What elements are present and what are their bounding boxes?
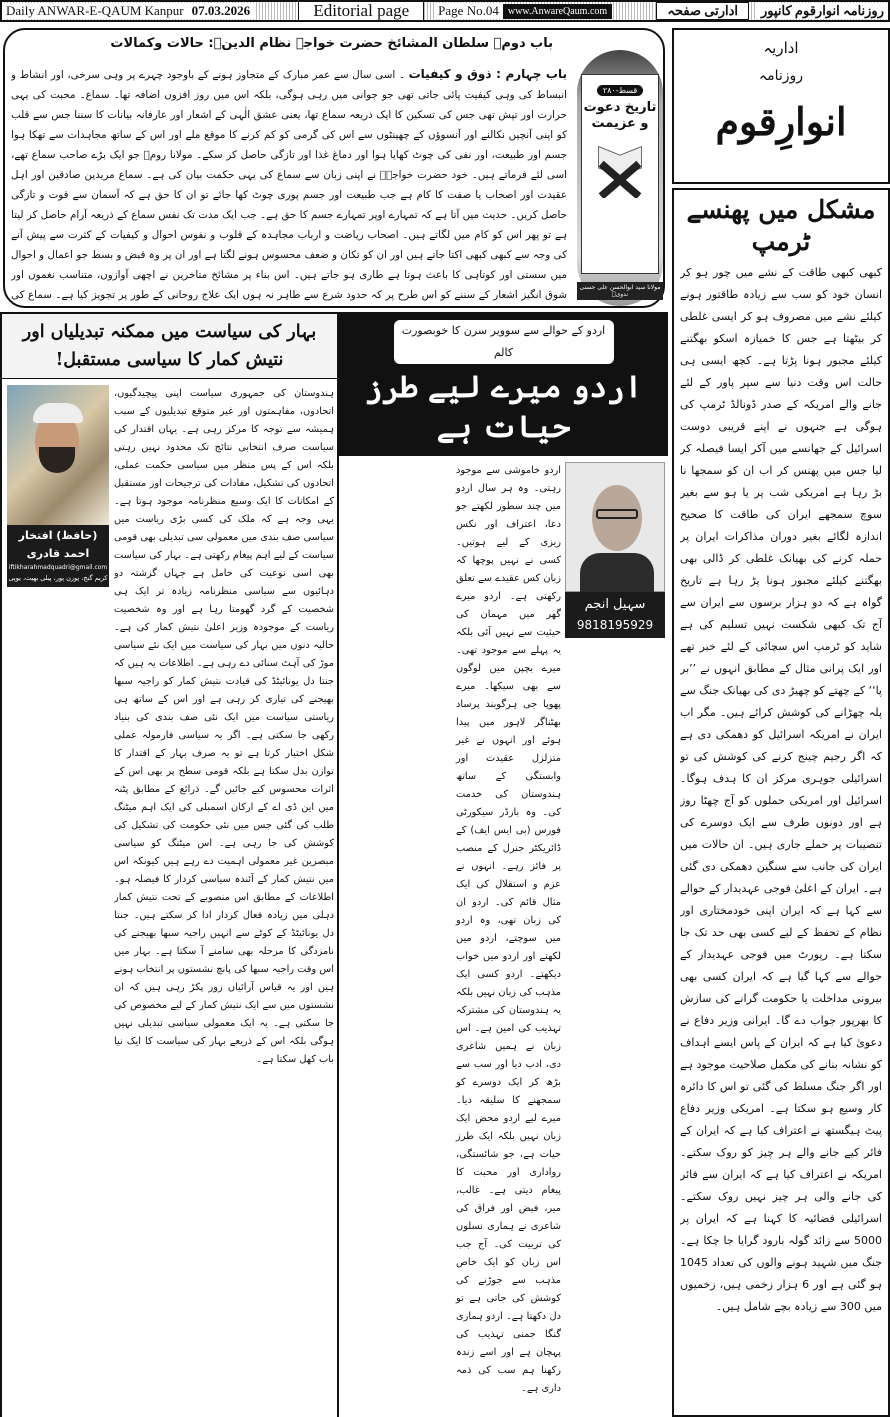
- serial-article: [3, 28, 665, 308]
- website-link[interactable]: www.AnwareQaum.com: [503, 4, 612, 19]
- left-article: [0, 312, 338, 1417]
- serial-title: باب دوم۔ سلطان المشائخ حضرت خواجہ نظام الدینؒ: حالات وکمالات: [110, 36, 553, 51]
- section-title-urdu: ادارتی صفحہ: [656, 2, 749, 20]
- newspaper-logo: انوارِقوم: [715, 99, 847, 144]
- left-article-body: ہندوستان کی جمہوری سیاست اپنی پیچیدگیوں، اتحادوں، مفاہمتوں اور غیر متوقع تبدیلیوں کے سبب ہمیشہ سے توجہ کا مرکز رہی ہے۔ یہاں اقتدار کی سیاست صرف انتخابی نتائج تک محدود نہیں رہتی بلکہ اس کے پس منظر میں سیاسی حکمت عملی، اتحادوں کی تشکیل، مفادات کی ترجیحات اور مستقبل کے امکانات کا ایک وسیع منظرنامہ موجود ہوتا ہے۔ یہی وجہ ہے کہ ملک کی کسی بڑی ریاست میں سیاسی صف بندی میں معمولی سی تبدیلی بھی قومی سیاست کے لیے اہم پیغام رکھتی ہے۔ بہار کی سیاست بھی اسی نوعیت کی حامل ہے جہاں گزشتہ دو دہائیوں سے سیاسی منظرنامہ زیادہ تر ایک ہی شخصیت کے گرد گھومتا رہا ہے اور وہ شخصیت ریاست کے موجودہ وزیر اعلیٰ نتیش کمار کی ہے۔ حالیہ دنوں میں بہار کی سیاست میں ایک نئے سیاسی موڑ کی آہٹ سنائی دے رہی ہے۔ اطلاعات یہ ہیں کہ جنتا دل یونائیٹڈ کی قیادت نتیش کمار کو راجیہ سبھا بھیجنے کی تیاری کر رہی ہے اور اس کے ساتھ ہی ریاستی سیاست میں ایک نئی صف بندی کی بنیاد رکھی جا سکتی ہے۔ اگر یہ سیاسی فارمولہ عملی شکل اختیار کرتا ہے تو یہ صرف بہار کے اقتدار کا توازن بدل سکتا ہے بلکہ قومی سطح پر بھی اس کے اثرات محسوس کیے جائیں گے۔ ذرائع کے مطابق پٹنہ میں این ڈی اے کے ارکان اسمبلی کی ایک اہم میٹنگ طلب کی گئی جس میں نئی حکومت کی تشکیل کی کوشش کی جا رہی ہے۔ اس میٹنگ کو سیاسی مبصرین غیر معمولی اہمیت دے رہے ہیں کیونکہ اس میں نتیش کمار کے آئندہ سیاسی کردار کا فیصلہ ہو۔ اطلاعات کے مطابق اس منصوبے کے تحت نتیش کمار دہلی میں زیادہ فعال کردار ادا کر سکتے ہیں۔ جنتا دل یونائیٹڈ کے کوٹے سے انہیں راجیہ سبھا بھیجنے کی نامزدگی کا مرحلہ بھی سامنے آ سکتا ہے۔ بہار میں اس وقت راجیہ سبھا کی پانچ نشستوں پر انتخاب ہونے ہیں اور یہ قیاس آرائیاں زور پکڑ رہی ہیں کہ ان نشستوں میں سے ایک نتیش کمار کے لیے مخصوص کی جا سکتی ہے۔ یہ ایک معمولی سیاسی تبدیلی نہیں ہوگی بلکہ اس کے ذریعے بہار کی سیاست کا ایک نیا باب کھل سکتا ہے۔: [114, 388, 334, 1065]
- columnist-photo: [565, 462, 665, 592]
- quran-stand-icon: [592, 138, 648, 198]
- author-caption: [7, 525, 109, 587]
- book-graphic: [577, 50, 663, 306]
- author-address: کریم گنج، پورن پور، پیلی بھیت، یوپی: [8, 574, 108, 582]
- chapter-heading: باب چہارم : ذوق و کیفیات: [408, 67, 567, 81]
- issue-date: 07.03.2026: [188, 3, 255, 19]
- editorial-body: کبھی کبھی طاقت کے نشے میں چور ہو کر انسان خود کو سب سے زیادہ طاقتور ہونے کیلئے نشے میں مصروف ہو کر ایسی غلطی کر بیٹھتا ہے جس کا خمیازہ اسکو بھگتنے کیلئے مجبور ہونا پڑتا ہے۔ کچھ ایسی ہی حالت اس وقت دنیا سے سپر پاور کے لئے جانے والے امریکہ کے صدر ڈونالڈ ٹرمپ کی ہوگی ہے جنہوں نے اپنے قریبی دوست اسرائیل کے جھانسے میں آکر ایسا فیصلہ کر لیا جس میں پھنس کر اب ان کو سمجھا نا بڑ رہا ہے امریکی شب پر یا ہو سے بغیر سوچ سمجھے ایران کی طاقت کا صحیح اندازہ لگائے بغیر دوران مذاکرات ایران پر حملہ کرنے کی بھیانک غلطی کر ڈالی بھی بھگتنے کیلئے مجبور ہونا پڑ رہا ہے تاریخ گواہ ہے کہ دو ہزار برسوں سے ایران سے آج تک کبھی شکست نہیں تسلیم کی ہے شاید کو ٹرمپ اس سچائی کے لئے خبر تھے اور ایک پرانی مثال کے مطابق انہوں نے ’’بر پا‘‘ کے چھتے کو چھیڑ دی کی بھیانک جنگ سے پلہ چھڑانے کی کوشش کرائے ہیں۔ مگر اب ایران نے امریکہ اسرائیل کو دھمکی دی ہے کہ اگر رجیم چینج کرنے کی کوشش کی تو اسرائیلی جوہری مرکز ان کا ہدف ہوگا۔ اسرائیل اور امریکی حملوں کو آج چھٹا روز ہے اور دونوں طرف سے ایک دوسرے کی تنصیبات پر حملے جاری ہیں۔ ان حالات میں ایران کی جانب سے سنگین دھمکی دی گئی ہے۔ ایران کے اعلیٰ فوجی عہدیدار کے حوالے سے کہا ہے کہ ایران اپنی خودمختاری اور نظام کے تحفظ کے لیے کسی بھی حد تک جا سکتا ہے۔ رپورٹ میں فوجی عہدیدار کے حوالے سے کہا گیا ہے کہ ایران کسی بھی بیرونی مداخلت یا حکومت گرانے کی سازش کا بھرپور جواب دے گا۔ ایرانی وزیر دفاع نے دعویٰ کیا ہے کہ ایران کے پاس ایسے اہداف کو نشانہ بنانے کی مکمل صلاحیت موجود ہے اور اگر جنگ مسلط کی گئی تو اس کا دائرہ کار وسیع ہو سکتا ہے۔ امریکی وزیر دفاع پیٹ ہیگستھ نے اعتراف کیا ہے کہ ایران کے فائر کیے جانے والے ہر چیز کو روک سکتے۔ امریکہ نے اعتراف کیا ہے کہ ایران سے فائر کی جانے والی ہر چیز نہیں روک سکتے۔ اسرائیلی فضائیہ کا کہنا ہے کہ ایران پر 5000 سے زائد گولہ بارود گرایا جا چکا ہے۔ جنگ میں شہید ہونے والوں کی تعداد 1045 ہو گئی ہے اور 6 ہزار زخمی ہیں، زخمیوں میں 300 سے زیادہ بچے شامل ہیں۔: [680, 266, 882, 1313]
- author-name: (حافظ) افتخار احمد قادری: [18, 529, 98, 560]
- page-header: [0, 0, 890, 22]
- author-email[interactable]: iftikharahmadquadri@gmail.com: [8, 564, 108, 571]
- columnist-phone: 9818195929: [576, 618, 654, 632]
- columnist-caption: [565, 592, 665, 638]
- serial-text: ۔ اسی سال سے عمر مبارک کے متجاوز ہونے کے باوجود چہرے پر وہی سرخی، اور انشاط و انبساط کی وہی کیفیت پائی جاتی تھی جو جوانی میں رہی ہوگی، بلکہ اس میں روز افزوں اضافہ تھا۔ سماع۔ محبت کی یہی حرارت اور تپش تھی جس کی تسکین کا ایک ذریعہ سماع تھا، یعنی عشق الٰہی کے اشعار اور عارفانہ بیانات کا سننا جس سے قلب کو اپنی آنچیں نکالنے اور آنسوؤں کے چھینٹوں سے اس کی گرمی کو کم کرنے کا موقع ملے اور اس کے ساتھ مجاہدات سے تھکا ہوا جسم اور طبیعت، اور نفی کی چوٹ کھایا ہوا اور دماغ غذا اور تازگی حاصل کر سکے۔ مولانا رومؒ جو ایک بڑے صاحب سماع تھے، اسی لئے فرماتے ہیں۔ خود حضرت خواجہؒ نے اپنی زبان سے سماع کی یہی حکمت بیان کی ہے۔ سماع مریدین صادقین اور اہل عقیدت اور اصحاب یا صفت کا کام ہے جب طبیعت اور جسم پوری چوٹ کھا جائے تو ان کا حق ہے کہ آسمان سے قوت و تازگی حاصل کریں۔ حدیث میں آتا ہے کہ تمہارے اوپر تمہارے جسم کا حق ہے۔ جب ایک مدت تک نفس سماع کے ذریعہ آرام حاصل کر لیتا ہے تو پھر اس کو کام میں لگاتے ہیں۔ اصحاب ریاضت و ارباب مجاہدہ کے قلوب و نفوس احوال و کیفیات کے کثرت سے پیش آنے کی وجہ سے کبھی کبھی اکتا جاتے ہیں اور ان کو تکان و ضعف محسوس ہونے لگتا ہے اور ان پر وہ قبض و بسط جو اعمال و احوال میں سستی اور کوتاہی کا باعث ہوتا ہے طاری ہو جاتے ہیں۔ اس بناء پر مشائخ متاخرین نے اچھی آوازوں، متناسب نغموں اور شوق انگیز اشعار کے سننے کو اس طرح پر کہ حدود شرع سے طاہر نہ ہوں ایک علاج روحانی کے طور پر تجویز کیا ہے۔ سماع کی: [11, 69, 567, 301]
- episode-number: قسط-۲۸۰: [597, 85, 643, 96]
- middle-article-body: اردو خاموشی سے موجود رہتی۔ وہ ہر سال اردو میں چند سطور لکھتے جو دعا، اعتراف اور نکس ریزی کے لیے ہوتیں۔ کسی نے نہیں پوچھا کہ زبان کس عقیدے سے تعلق رکھتی ہے۔ اردو میرے گھر میں مہمان کی حیثیت سے نہیں آئی بلکہ یہ پہلے سے موجود تھی۔ میرے بچپن میں لوگوں سے بھی سیکھا۔ میرے پھوپا جی ہرگوبند پرساد بھٹناگر لاہور میں پیدا ہوئے اور انہوں نے غیر متزلزل عقیدت اور وابستگی کے ساتھ ہندوستان کی خدمت کی۔ وہ بارڈر سیکورٹی فورس (بی ایس ایف) کے ڈائریکٹر جنرل کے منصب پر فائز رہے۔ انہوں نے عزم و استقلال کی ایک مثال قائم کی۔ اردو ان کی زبان تھی، وہ اردو میں سوچتے، اردو میں لکھتے اور اردو میں خواب دیکھتے۔ اردو کسی ایک مذہب کی زبان نہیں بلکہ یہ ہندوستان کی مشترکہ تہذیب کی امین ہے۔ اس زبان نے ہمیں شاعری دی، ادب دیا اور سب سے بڑھ کر ایک دوسرے کو سمجھنے کا سلیقہ دیا۔ میرے لیے اردو محض ایک زبان نہیں بلکہ ایک طرز حیات ہے، جو شائستگی، رواداری اور محبت کا پیغام دیتی ہے۔ غالب، میر، فیض اور فراق کی شاعری نے ہماری نسلوں کی تربیت کی۔ آج جب اس زبان کو ایک خاص مذہب سے جوڑنے کی کوشش کی جاتی ہے تو دل دکھتا ہے۔ اردو ہماری گنگا جمنی تہذیب کی پہچان ہے اور اسے زندہ رکھنا ہم سب کی ذمہ داری ہے۔: [456, 465, 561, 1394]
- editorial: [672, 188, 890, 1417]
- masthead: [672, 28, 890, 184]
- author-photo: [7, 385, 109, 525]
- left-article-title: بہار کی سیاست میں ممکنہ تبدیلیاں اور نتیش کمار کا سیاسی مستقبل!: [2, 314, 337, 379]
- brand-urdu: روزنامہ انوارقوم کانپور: [757, 3, 888, 19]
- book-author: مولانا سید ابوالحسن علی حسنی ندویؒ: [577, 282, 663, 300]
- paper-name: Daily ANWAR-E-QAUM Kanpur: [2, 3, 188, 19]
- idaria-label: اداریہ: [763, 39, 799, 57]
- page-number: Page No.04: [434, 3, 503, 19]
- serial-body: [11, 64, 567, 304]
- roznama-label: روزنامہ: [758, 68, 804, 84]
- middle-article: [338, 312, 668, 1417]
- section-title: Editorial page: [298, 0, 424, 22]
- book-title: تاریخ دعوت و عزیمت: [583, 100, 657, 131]
- middle-article-title: اردو میرے لیے طرز حیات ہے: [364, 370, 643, 445]
- article-kicker: اردو کے حوالے سے سوویر سرن کا خوبصورت کالم: [394, 320, 614, 364]
- editorial-title: مشکل میں پھنسے ٹرمپ: [686, 195, 876, 256]
- columnist-name: سہیل انجم: [584, 597, 646, 612]
